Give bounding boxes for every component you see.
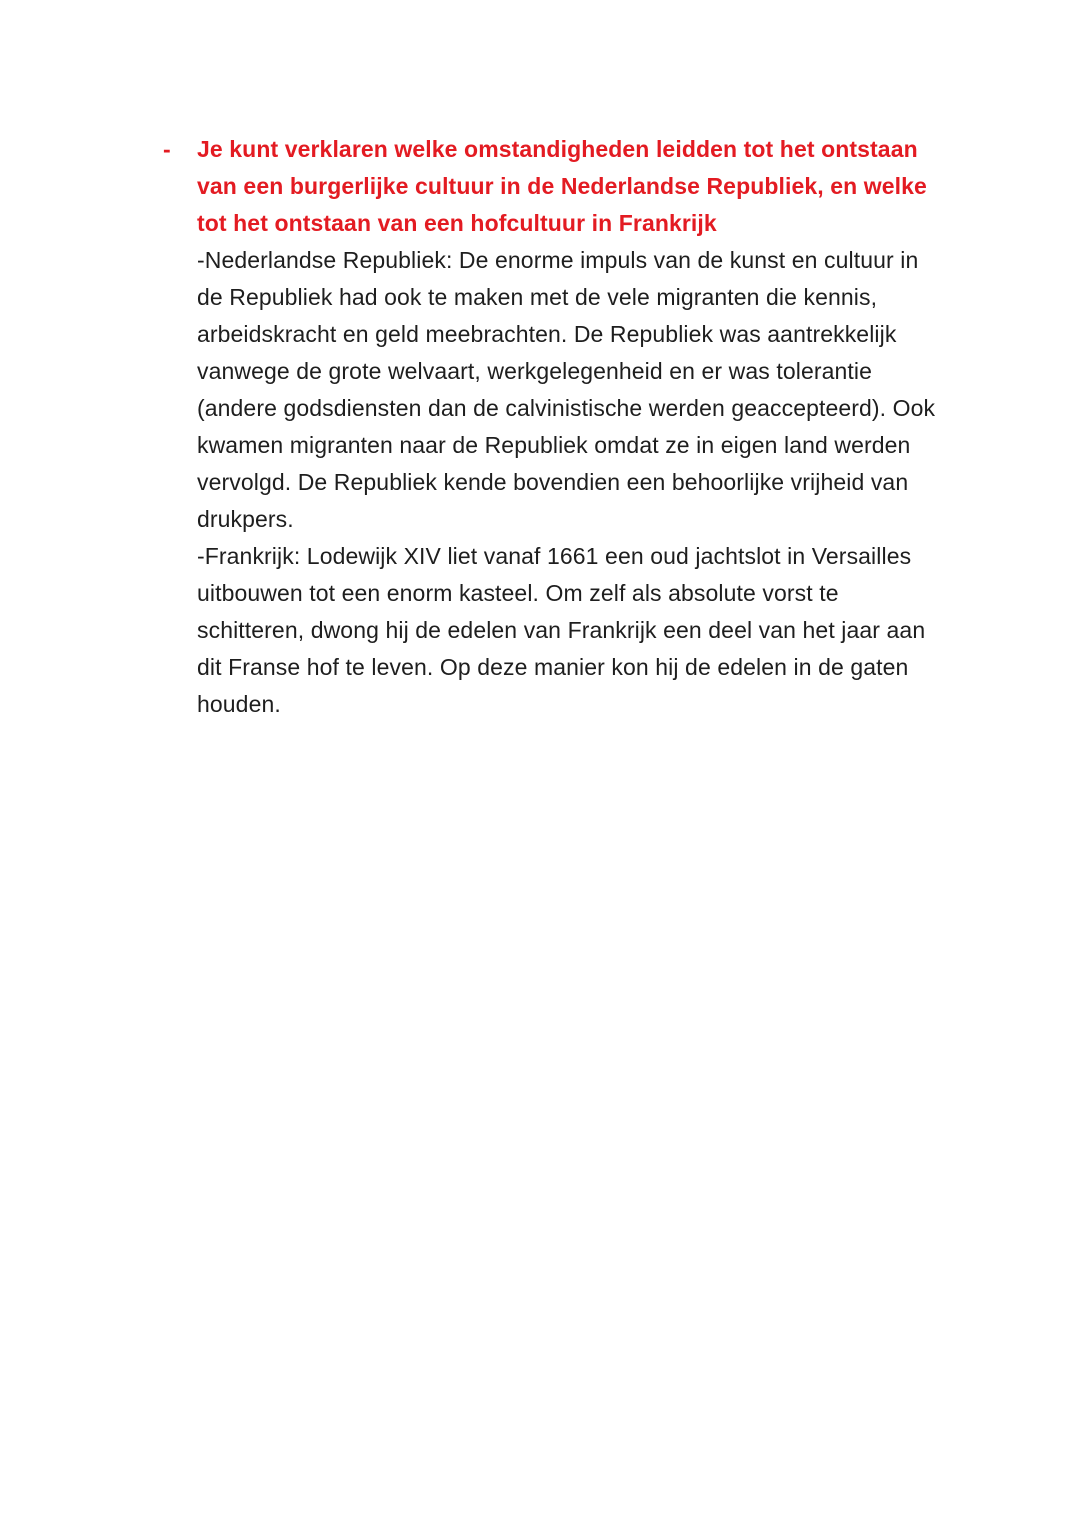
bullet-list-item xyxy=(163,131,945,723)
text-column xyxy=(197,131,945,723)
paragraph-france: -Frankrijk: Lodewijk XIV liet vanaf 1661 een oud jachtslot in Versailles uitbouwen tot een enorm kasteel. Om zelf als absolute vorst te schitteren, dwong hij de edelen van Frankrijk een deel van het jaar aan dit Franse hof te leven. Op deze manier kon hij de edelen in de gaten houden. xyxy=(197,543,926,717)
page-content xyxy=(163,131,945,723)
bullet-dash: - xyxy=(163,136,171,162)
learning-goal-heading: Je kunt verklaren welke omstandigheden leidden tot het ontstaan van een burgerlijke cultuur in de Nederlandse Republiek, en welke tot het ontstaan van een hofcultuur in Frankrijk xyxy=(197,136,927,236)
paragraph-dutch-republic: -Nederlandse Republiek: De enorme impuls van de kunst en cultuur in de Republiek had ook te maken met de vele migranten die kennis, arbeidskracht en geld meebrachten. De Republiek was aantrekkelijk vanwege de grote welvaart, werkgelegenheid en er was tolerantie (andere godsdiensten dan de calvinistische werden geaccepteerd). Ook kwamen migranten naar de Republiek omdat ze in eigen land werden vervolgd. De Republiek kende bovendien een behoorlijke vrijheid van drukpers. xyxy=(197,247,936,532)
